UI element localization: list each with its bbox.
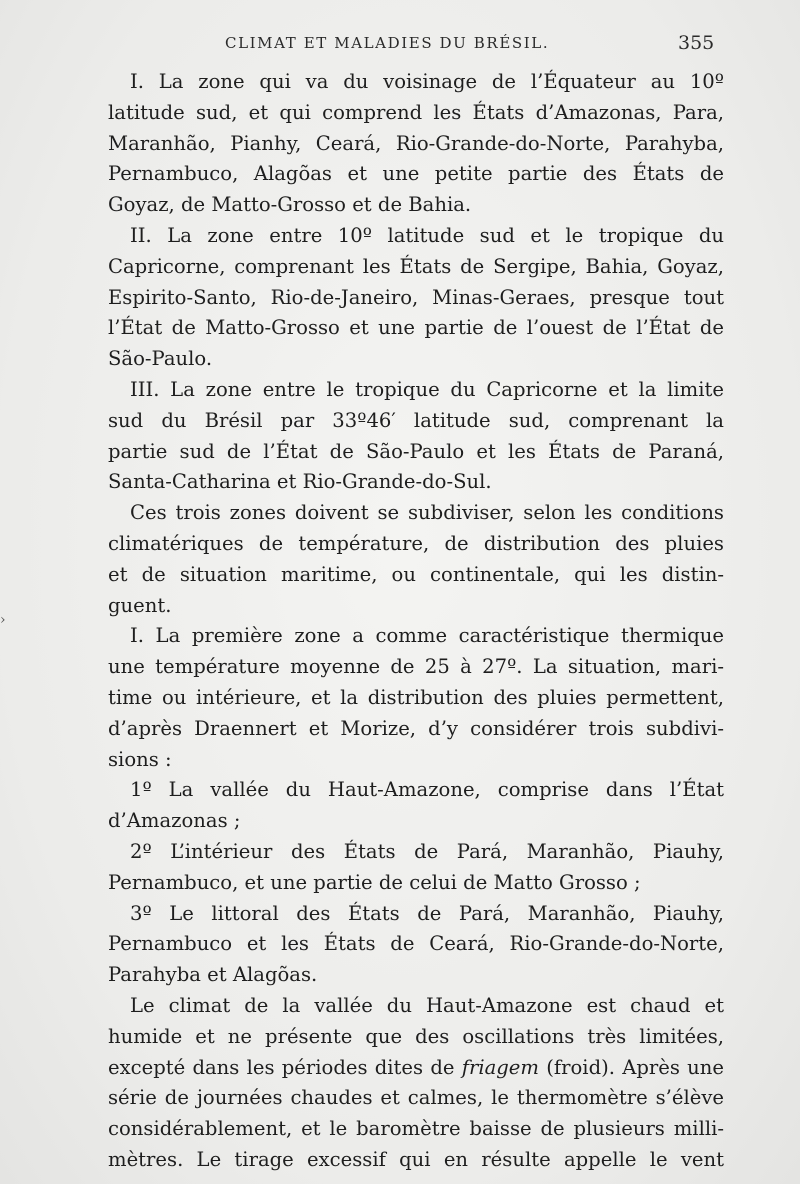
text-line: série de journées chaudes et calmes, le thermomètre s’élève xyxy=(108,1086,724,1110)
text-line: Goyaz, de Matto-Grosso et de Bahia. xyxy=(108,193,472,217)
text-line: mètres. Le tirage excessif qui en résulte appelle le vent xyxy=(108,1147,724,1171)
text-line: Ces trois zones doivent se subdiviser, selon les conditions xyxy=(130,501,724,525)
text-line: d’Amazonas ; xyxy=(108,809,241,833)
text-line: 1º La vallée du Haut-Amazone, comprise dans l’État xyxy=(130,778,724,802)
body-text xyxy=(108,67,724,1176)
text-line: I. La zone qui va du voisinage de l’Équateur au 10º xyxy=(130,70,724,93)
running-title: CLIMAT ET MALADIES DU BRÉSIL. xyxy=(225,34,550,52)
text-line: sud du Brésil par 33º46′ latitude sud, comprenant la xyxy=(108,408,724,432)
text-line: 2º L’intérieur des États de Pará, Maranhão, Piauhy, xyxy=(130,839,724,863)
text-line: Pernambuco, Alagõas et une petite partie des États de xyxy=(108,162,724,186)
text-line: latitude sud, et qui comprend les États d’Amazonas, Para, xyxy=(108,100,724,124)
text-line: partie sud de l’État de São-Paulo et les États de Paraná, xyxy=(108,439,724,463)
text-line: São-Paulo. xyxy=(108,347,213,371)
text-line: I. La première zone a comme caractéristique thermique xyxy=(130,624,724,648)
page-number: 355 xyxy=(678,32,715,54)
page-header xyxy=(0,32,800,58)
text-line: et de situation maritime, ou continentale, qui les distin- xyxy=(108,562,724,586)
text-line: sions : xyxy=(108,747,172,771)
text-line: d’après Draennert et Morize, d’y considérer trois subdivi- xyxy=(108,716,724,740)
text-line: climatériques de température, de distribution des pluies xyxy=(108,531,724,555)
margin-mark: › xyxy=(0,612,6,628)
text-line: Pernambuco et les États de Ceará, Rio-Grande-do-Norte, xyxy=(108,932,724,956)
text-line: time ou intérieure, et la distribution des pluies permettent, xyxy=(108,685,724,709)
text-line: Pernambuco, et une partie de celui de Matto Grosso ; xyxy=(108,870,641,894)
text-line: 3º Le littoral des États de Pará, Maranhão, Piauhy, xyxy=(130,901,724,925)
text-line: considérablement, et le baromètre baisse de plusieurs milli- xyxy=(108,1117,724,1141)
text-line: guent. xyxy=(108,593,172,617)
text-line-with-italic xyxy=(108,1053,724,1084)
text-line: Parahyba et Alagõas. xyxy=(108,963,318,987)
text-line: Espirito-Santo, Rio-de-Janeiro, Minas-Geraes, presque tout xyxy=(108,285,724,309)
text-line: II. La zone entre 10º latitude sud et le tropique du xyxy=(130,223,724,247)
text-line: Santa-Catharina et Rio-Grande-do-Sul. xyxy=(108,470,492,494)
text-segment: excepté dans les périodes dites de xyxy=(108,1055,455,1079)
text-line: Maranhão, Pianhy, Ceará, Rio-Grande-do-Norte, Parahyba, xyxy=(108,131,724,155)
text-line: III. La zone entre le tropique du Capricorne et la limite xyxy=(130,377,724,401)
text-line: humide et ne présente que des oscillations très limitées, xyxy=(108,1024,724,1048)
text-line: Capricorne, comprenant les États de Sergipe, Bahia, Goyaz, xyxy=(108,254,724,278)
text-segment: (froid). Après une xyxy=(546,1055,724,1079)
italic-term: friagem xyxy=(461,1055,539,1079)
text-line: une température moyenne de 25 à 27º. La situation, mari- xyxy=(108,655,724,679)
text-line: l’État de Matto-Grosso et une partie de l’ouest de l’État de xyxy=(108,316,724,340)
text-line: Le climat de la vallée du Haut-Amazone est chaud et xyxy=(130,993,724,1017)
